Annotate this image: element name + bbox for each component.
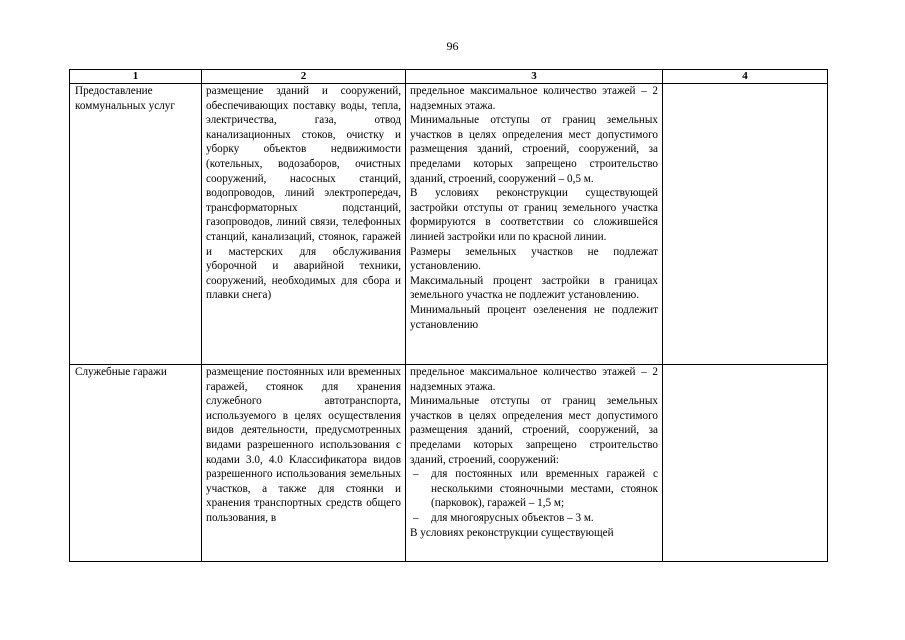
list-item-text: для постоянных или временных гаражей с несколькими стояночными местами, стоянок (парковок), гаражей – 1,5 м;: [431, 468, 658, 510]
page-number: 96: [446, 39, 459, 53]
setback-list: [410, 467, 658, 525]
use-type-parameters: [406, 365, 663, 562]
use-type-description: размещение зданий и сооружений, обеспечивающих поставку воды, тепла, электричества, газа, отвод канализационных стоков, очистку и уборку объектов недвижимости (котельных, водозаборов, очистных сооружений, насосных станций, водопроводов, линий электропередач, трансформаторных подстанций, газопроводов, линий связи, телефонных станций, канализаций, стоянок, гаражей и мастерских для обслуживания уборочной и аварийной техники, сооружений, необходимых для сбора и плавки снега): [202, 84, 406, 365]
cell-content: [410, 365, 658, 561]
dash-bullet: –: [413, 511, 419, 524]
parameter-paragraph: Размеры земельных участков не подлежат установлению.: [410, 245, 658, 273]
parameter-paragraph: Минимальные отступы от границ земельных участков в целях определения мест допустимого размещения зданий, строений, сооружений, за пределами которых запрещено строительство зданий, строений, сооружений:: [410, 395, 658, 466]
cell-content: Служебные гаражи: [75, 366, 167, 378]
parameter-paragraph: В условиях реконструкции существующей: [410, 526, 614, 539]
table-header-row: [70, 70, 828, 84]
regulation-table: [69, 69, 828, 562]
list-item: [410, 467, 658, 511]
use-type-name: Предоставление коммунальных услуг: [70, 84, 202, 365]
list-item: [410, 511, 658, 526]
use-type-name: [70, 365, 202, 562]
column-header-4: 4: [663, 70, 828, 84]
cell-content: размещение постоянных или временных гаражей, стоянок для хранения служебного автотранспорта, используемого в целях осуществления видов деятельности, предусмотренных видами разрешенного использования с кодами 3.0, 4.0 Классификатора видов разрешенного использования земельных участков, а также для стоянки и хранения транспортных средств общего пользования, в: [206, 366, 401, 524]
dash-bullet: –: [413, 468, 419, 481]
table-row: [70, 84, 828, 365]
table-row: [70, 365, 828, 562]
notes-cell: [663, 84, 828, 365]
parameter-paragraph: предельное максимальное количество этажей – 2 надземных этажа.: [410, 366, 658, 393]
column-header-1: 1: [70, 70, 202, 84]
parameter-paragraph: Минимальные отступы от границ земельных участков в целях определения мест допустимого размещения зданий, строений, сооружений, за пределами которых запрещено строительство зданий, строений, сооружений – 0,5 м.: [410, 114, 658, 185]
use-type-description: [202, 365, 406, 562]
column-header-2: 2: [202, 70, 406, 84]
parameter-paragraph: Минимальный процент озеленения не подлежит установлению: [410, 303, 658, 331]
notes-cell: [663, 365, 828, 562]
parameter-paragraph: В условиях реконструкции существующей застройки отступы от границ земельного участка формируются в соответствии со сложившейся линией застройки или по красной линии.: [410, 187, 658, 243]
use-type-parameters: [406, 84, 663, 365]
column-header-3: 3: [406, 70, 663, 84]
parameter-paragraph: предельное максимальное количество этажей – 2 надземных этажа.: [410, 85, 658, 112]
list-item-text: для многоярусных объектов – 3 м.: [431, 511, 594, 524]
parameter-paragraph: Максимальный процент застройки в границах земельного участка не подлежит установлению.: [410, 274, 658, 302]
